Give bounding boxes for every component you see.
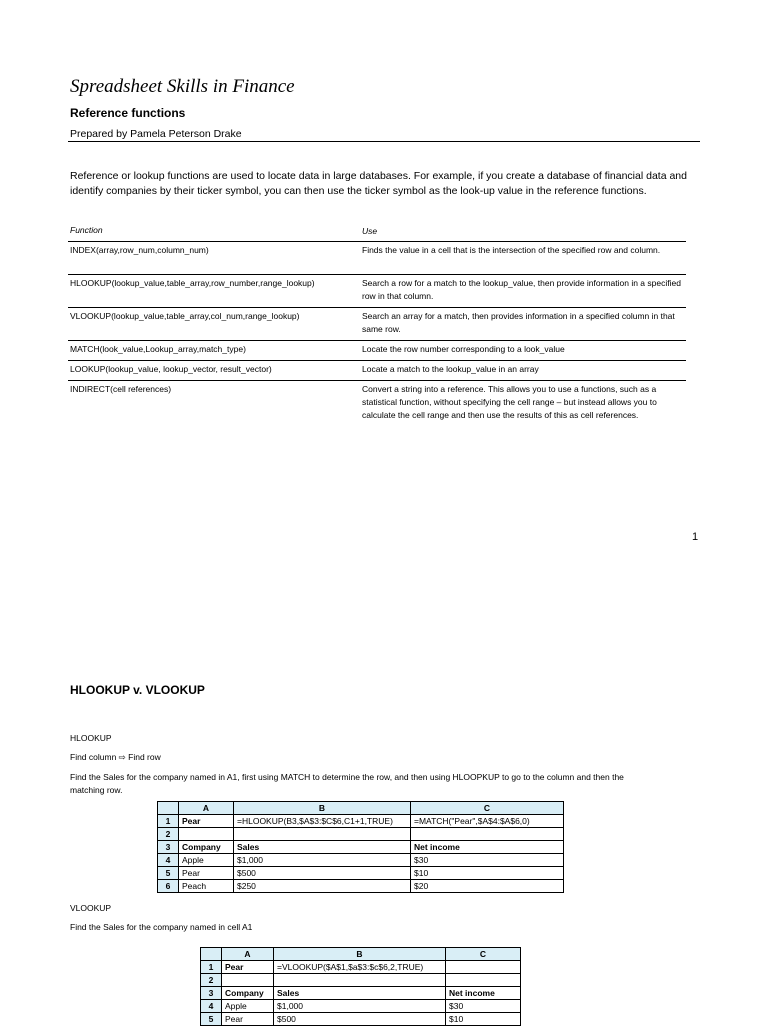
- document-subtitle: Reference functions: [70, 106, 186, 120]
- cell-b5: $500: [234, 867, 411, 880]
- cell-a4: Apple: [179, 854, 234, 867]
- cell-a1: Pear: [222, 961, 274, 974]
- cell-c3: Net income: [446, 987, 521, 1000]
- table-row: [201, 1000, 521, 1013]
- function-use: Search an array for a match, then provides information in a specified column in that same row.: [362, 311, 675, 334]
- cell-b3: Sales: [274, 987, 446, 1000]
- function-use: Finds the value in a cell that is the intersection of the specified row and column.: [362, 245, 661, 255]
- table-row: [158, 828, 564, 841]
- table-row: [68, 361, 686, 381]
- function-name: HLOOKUP(lookup_value,table_array,row_number,range_lookup): [70, 278, 315, 288]
- corner-cell: [158, 802, 179, 815]
- row-number: 6: [158, 880, 179, 893]
- table-row: [158, 880, 564, 893]
- vlookup-label: VLOOKUP: [70, 903, 112, 913]
- cell-c6: $20: [411, 880, 564, 893]
- row-number: 2: [158, 828, 179, 841]
- functions-table-header: [68, 221, 686, 242]
- function-name: INDEX(array,row_num,column_num): [70, 245, 209, 255]
- hlookup-description: Find the Sales for the company named in A1, first using MATCH to determine the row, and then using HLOOPKUP to go to the column and then the matching row.: [70, 772, 624, 795]
- function-name: VLOOKUP(lookup_value,table_array,col_num,range_lookup): [70, 311, 300, 321]
- cell-c3: Net income: [411, 841, 564, 854]
- row-number: 3: [201, 987, 222, 1000]
- cell-a2: [179, 828, 234, 841]
- cell-c2: [446, 974, 521, 987]
- function-name: INDIRECT(cell references): [70, 384, 172, 394]
- cell-a5: Pear: [222, 1013, 274, 1026]
- cell-b5: $500: [274, 1013, 446, 1026]
- cell-a5: Pear: [179, 867, 234, 880]
- cell-a3: Company: [179, 841, 234, 854]
- table-row: [68, 308, 686, 341]
- function-use: Locate a match to the lookup_value in an array: [362, 364, 539, 374]
- table-row: [158, 867, 564, 880]
- cell-a4: Apple: [222, 1000, 274, 1013]
- cell-c5: $10: [446, 1013, 521, 1026]
- document-author: Prepared by Pamela Peterson Drake: [70, 128, 242, 140]
- table-row: [201, 961, 521, 974]
- hlookup-steps: Find column ⇨ Find row: [70, 752, 161, 762]
- functions-table: [68, 221, 686, 439]
- cell-a1: Pear: [179, 815, 234, 828]
- cell-a3: Company: [222, 987, 274, 1000]
- column-header-a: A: [222, 948, 274, 961]
- row-number: 1: [158, 815, 179, 828]
- vlookup-spreadsheet: [200, 947, 521, 1026]
- cell-a2: [222, 974, 274, 987]
- document-title: Spreadsheet Skills in Finance: [70, 76, 295, 97]
- hlookup-label: HLOOKUP: [70, 733, 112, 743]
- table-row: [68, 242, 686, 275]
- row-number: 2: [201, 974, 222, 987]
- table-row: [201, 987, 521, 1000]
- column-header-b: B: [274, 948, 446, 961]
- header-use: Use: [362, 226, 378, 236]
- header-function: Function: [70, 225, 103, 235]
- row-number: 5: [201, 1013, 222, 1026]
- function-use: Convert a string into a reference. This allows you to use a functions, such as a statistical function, without specifying the cell range – but instead allows you to calculate the cell range and then use the results of this as cell references.: [362, 384, 657, 420]
- function-name: LOOKUP(lookup_value, lookup_vector, result_vector): [70, 364, 272, 374]
- table-row: [68, 381, 686, 439]
- vlookup-description: Find the Sales for the company named in cell A1: [70, 922, 253, 932]
- cell-a6: Peach: [179, 880, 234, 893]
- column-header-c: C: [411, 802, 564, 815]
- row-number: 4: [158, 854, 179, 867]
- cell-b1: =HLOOKUP(B3,$A$3:$C$6,C1+1,TRUE): [234, 815, 411, 828]
- cell-b4: $1,000: [274, 1000, 446, 1013]
- table-row: [68, 275, 686, 308]
- header-divider: [68, 141, 700, 142]
- cell-c2: [411, 828, 564, 841]
- table-row: [68, 341, 686, 361]
- cell-b2: [234, 828, 411, 841]
- cell-c5: $10: [411, 867, 564, 880]
- row-number: 4: [201, 1000, 222, 1013]
- table-row: [158, 841, 564, 854]
- page-number: 1: [692, 531, 699, 543]
- table-row: [201, 974, 521, 987]
- cell-c4: $30: [446, 1000, 521, 1013]
- column-header-a: A: [179, 802, 234, 815]
- function-use: Search a row for a match to the lookup_value, then provide information in a specified row in that column.: [362, 278, 681, 301]
- table-row: [158, 815, 564, 828]
- cell-b2: [274, 974, 446, 987]
- intro-paragraph: Reference or lookup functions are used to locate data in large databases. For example, if you create a database of financial data and identify companies by their ticker symbol, you can then use the ticker symbol as the look-up value in the reference functions.: [70, 170, 687, 197]
- cell-c1: =MATCH("Pear",$A$4:$A$6,0): [411, 815, 564, 828]
- section-heading: HLOOKUP v. VLOOKUP: [70, 683, 205, 697]
- cell-b3: Sales: [234, 841, 411, 854]
- corner-cell: [201, 948, 222, 961]
- hlookup-spreadsheet: [157, 801, 564, 893]
- cell-b4: $1,000: [234, 854, 411, 867]
- column-header-b: B: [234, 802, 411, 815]
- row-number: 5: [158, 867, 179, 880]
- column-header-c: C: [446, 948, 521, 961]
- table-row: [158, 854, 564, 867]
- cell-b1: =VLOOKUP($A$1,$a$3:$c$6,2,TRUE): [274, 961, 446, 974]
- cell-b6: $250: [234, 880, 411, 893]
- cell-c1: [446, 961, 521, 974]
- row-number: 3: [158, 841, 179, 854]
- cell-c4: $30: [411, 854, 564, 867]
- function-use: Locate the row number corresponding to a look_value: [362, 344, 565, 354]
- row-number: 1: [201, 961, 222, 974]
- function-name: MATCH(look_value,Lookup_array,match_type): [70, 344, 246, 354]
